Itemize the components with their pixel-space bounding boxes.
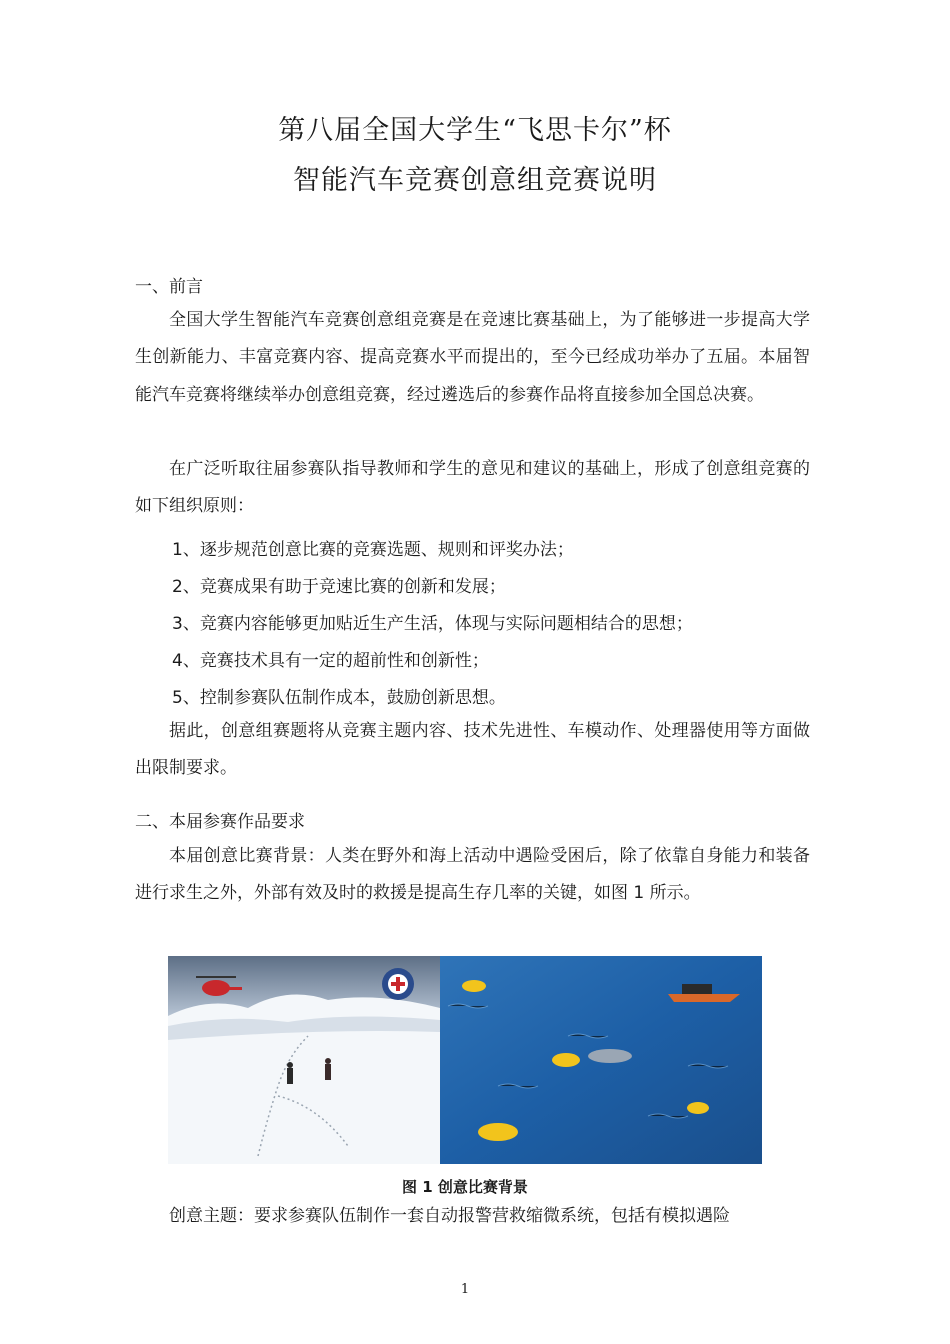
section2-paragraph-1: 本届创意比赛背景：人类在野外和海上活动中遇险受困后，除了依靠自身能力和装备进行求生之外，外部有效及时的救援是提高生存几率的关键，如图 1 所示。: [135, 846, 810, 904]
section1-paragraph-2: 在广泛听取往届参赛队指导教师和学生的意见和建议的基础上，形成了创意组竞赛的如下组织原则：: [135, 459, 810, 517]
page-number: 1: [460, 1282, 470, 1297]
principle-item-2: 2、竞赛成果有助于竞速比赛的创新和发展；: [172, 577, 506, 597]
principle-item-1: 1、逐步规范创意比赛的竞赛选题、规则和评奖办法；: [172, 540, 574, 560]
principle-item-3: 3、竞赛内容能够更加贴近生产生活，体现与实际问题相结合的思想；: [172, 614, 693, 634]
snow-scene-image: [168, 956, 440, 1164]
rescue-emblem-icon: [382, 968, 414, 1000]
principle-item-4: 4、竞赛技术具有一定的超前性和创新性；: [172, 651, 489, 671]
figure-caption: 图 1 创意比赛背景: [402, 1178, 528, 1196]
document-title-line1: 第八届全国大学生“飞思卡尔”杯: [278, 115, 672, 146]
document-title-line2: 智能汽车竞赛创意组竞赛说明: [293, 165, 657, 196]
section1-paragraph-1: 全国大学生智能汽车竞赛创意组竞赛是在竞速比赛基础上，为了能够进一步提高大学生创新能力、丰富竞赛内容、提高竞赛水平而提出的，至今已经成功举办了五届。本届智能汽车竞赛将继续举办创意组竞赛，经过遴选后的参赛作品将直接参加全国总决赛。: [135, 310, 810, 405]
section1-paragraph-3: 据此，创意组赛题将从竞赛主题内容、技术先进性、车模动作、处理器使用等方面做出限制要求。: [135, 721, 810, 779]
section2-paragraph-2: 创意主题：要求参赛队伍制作一套自动报警营救缩微系统，包括有模拟遇险: [169, 1206, 730, 1226]
principle-item-5: 5、控制参赛队伍制作成本，鼓励创新思想。: [172, 688, 506, 708]
section1-heading: 一、前言: [135, 277, 203, 297]
section2-heading: 二、本届参赛作品要求: [135, 812, 305, 832]
sea-rescue-image: [440, 956, 762, 1164]
rescue-background-figure: [168, 956, 762, 1164]
